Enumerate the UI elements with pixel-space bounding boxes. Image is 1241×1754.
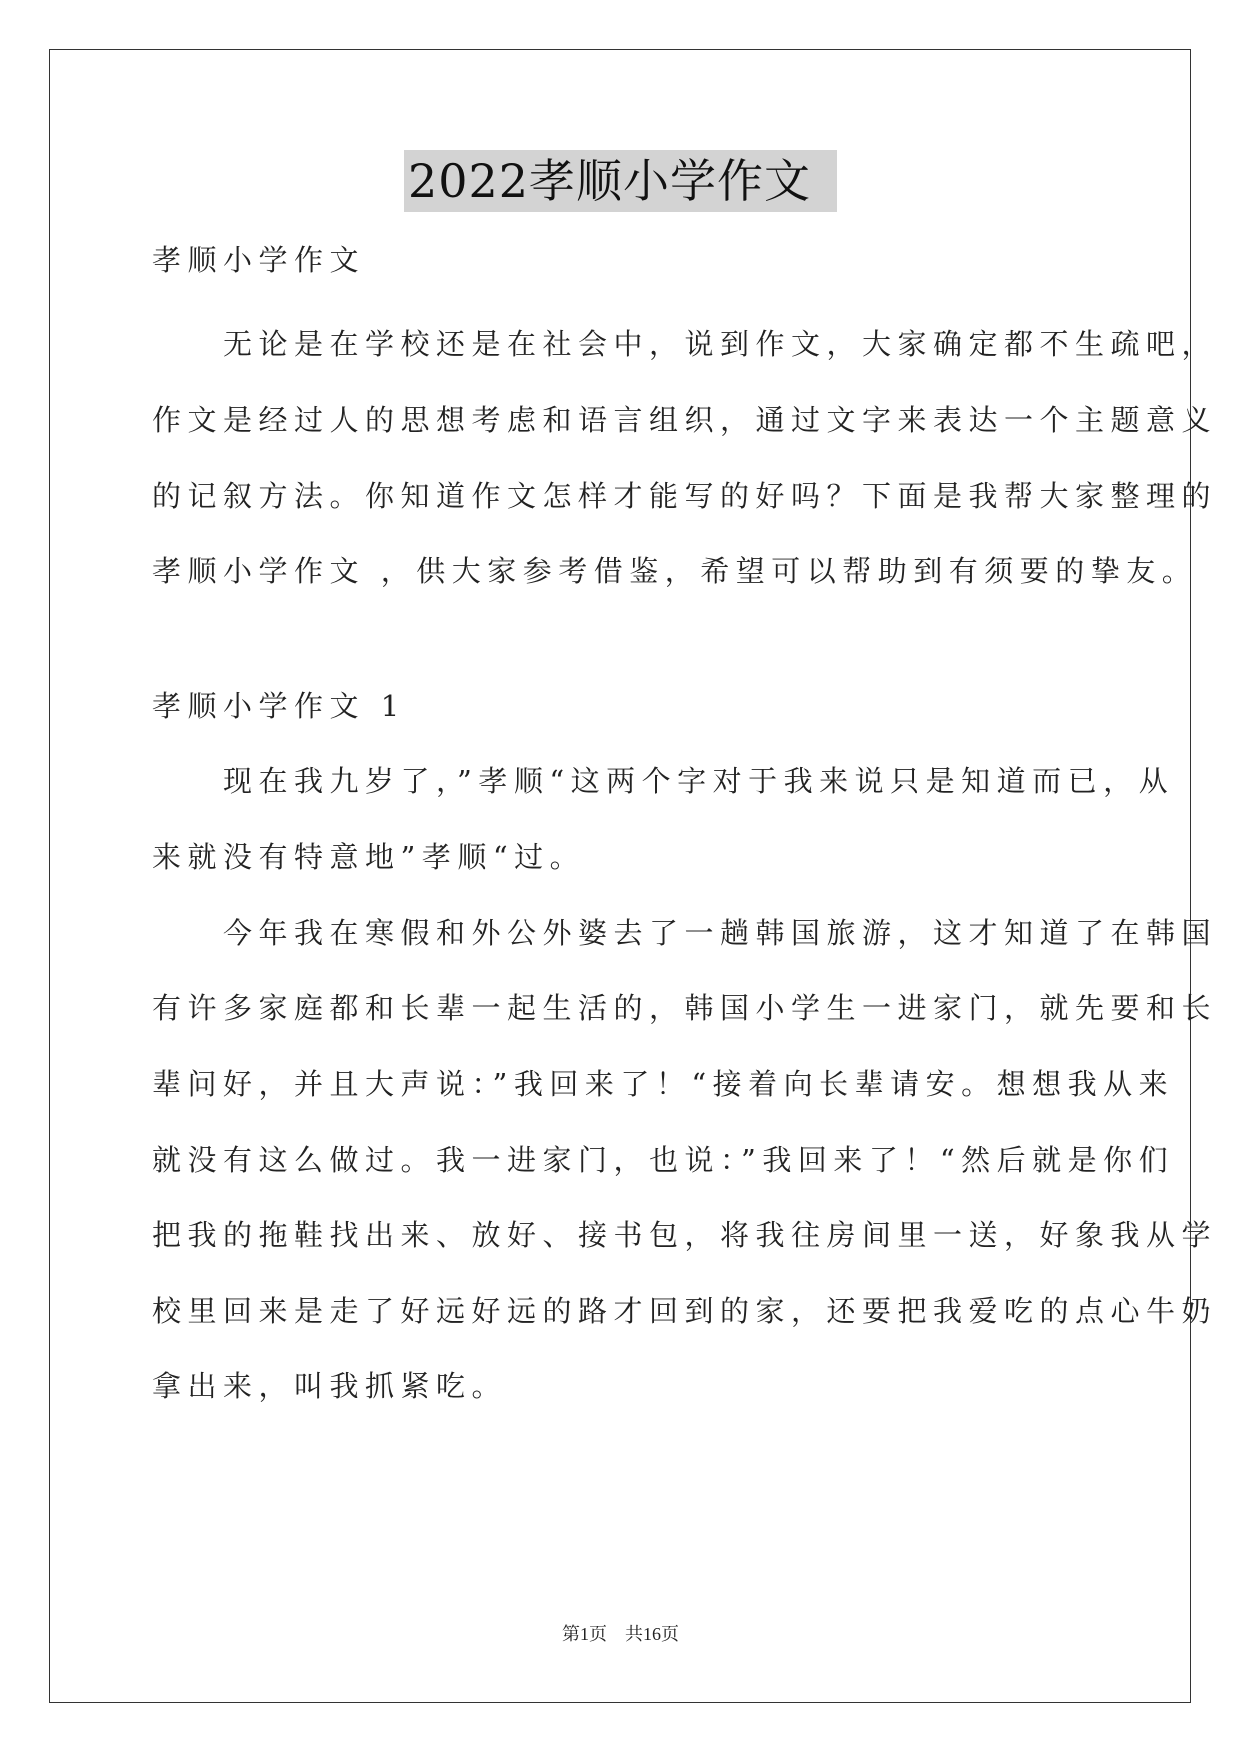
text-line: 有许多家庭都和长辈一起生活的，韩国小学生一进家门，就先要和长 (152, 991, 1218, 1025)
text-line: 拿出来，叫我抓紧吃。 (152, 1369, 508, 1403)
text-line: 的记叙方法。你知道作文怎样才能写的好吗？下面是我帮大家整理的 (152, 479, 1218, 513)
page-footer (0, 1620, 1241, 1646)
document-title: 2022孝顺小学作文 (404, 150, 837, 212)
text-line: 来就没有特意地”孝顺“过。 (152, 840, 586, 874)
page-number: 第1页 共16页 (562, 1624, 679, 1644)
section-heading: 孝顺小学作文 1 (152, 689, 406, 723)
text-line: 现在我九岁了，”孝顺“这两个字对于我来说只是知道而已，从 (152, 764, 1175, 798)
text-line: 把我的拖鞋找出来、放好、接书包，将我往房间里一送，好象我从学 (152, 1218, 1218, 1252)
text-line: 作文是经过人的思想考虑和语言组织，通过文字来表达一个主题意义 (152, 403, 1218, 437)
text-line: 孝顺小学作文 ，供大家参考借鉴，希望可以帮助到有须要的挚友。 (152, 554, 1198, 588)
section-heading: 孝顺小学作文 (152, 243, 366, 277)
text-line: 无论是在学校还是在社会中，说到作文，大家确定都不生疏吧， (152, 327, 1218, 361)
text-line: 校里回来是走了好远好远的路才回到的家，还要把我爱吃的点心牛奶 (152, 1294, 1218, 1328)
text-line: 就没有这么做过。我一进家门，也说：”我回来了！“然后就是你们 (152, 1143, 1175, 1177)
text-line: 辈问好，并且大声说：”我回来了！“接着向长辈请安。想想我从来 (152, 1067, 1175, 1101)
text-line: 今年我在寒假和外公外婆去了一趟韩国旅游，这才知道了在韩国 (152, 916, 1218, 950)
title-container (0, 150, 1241, 212)
